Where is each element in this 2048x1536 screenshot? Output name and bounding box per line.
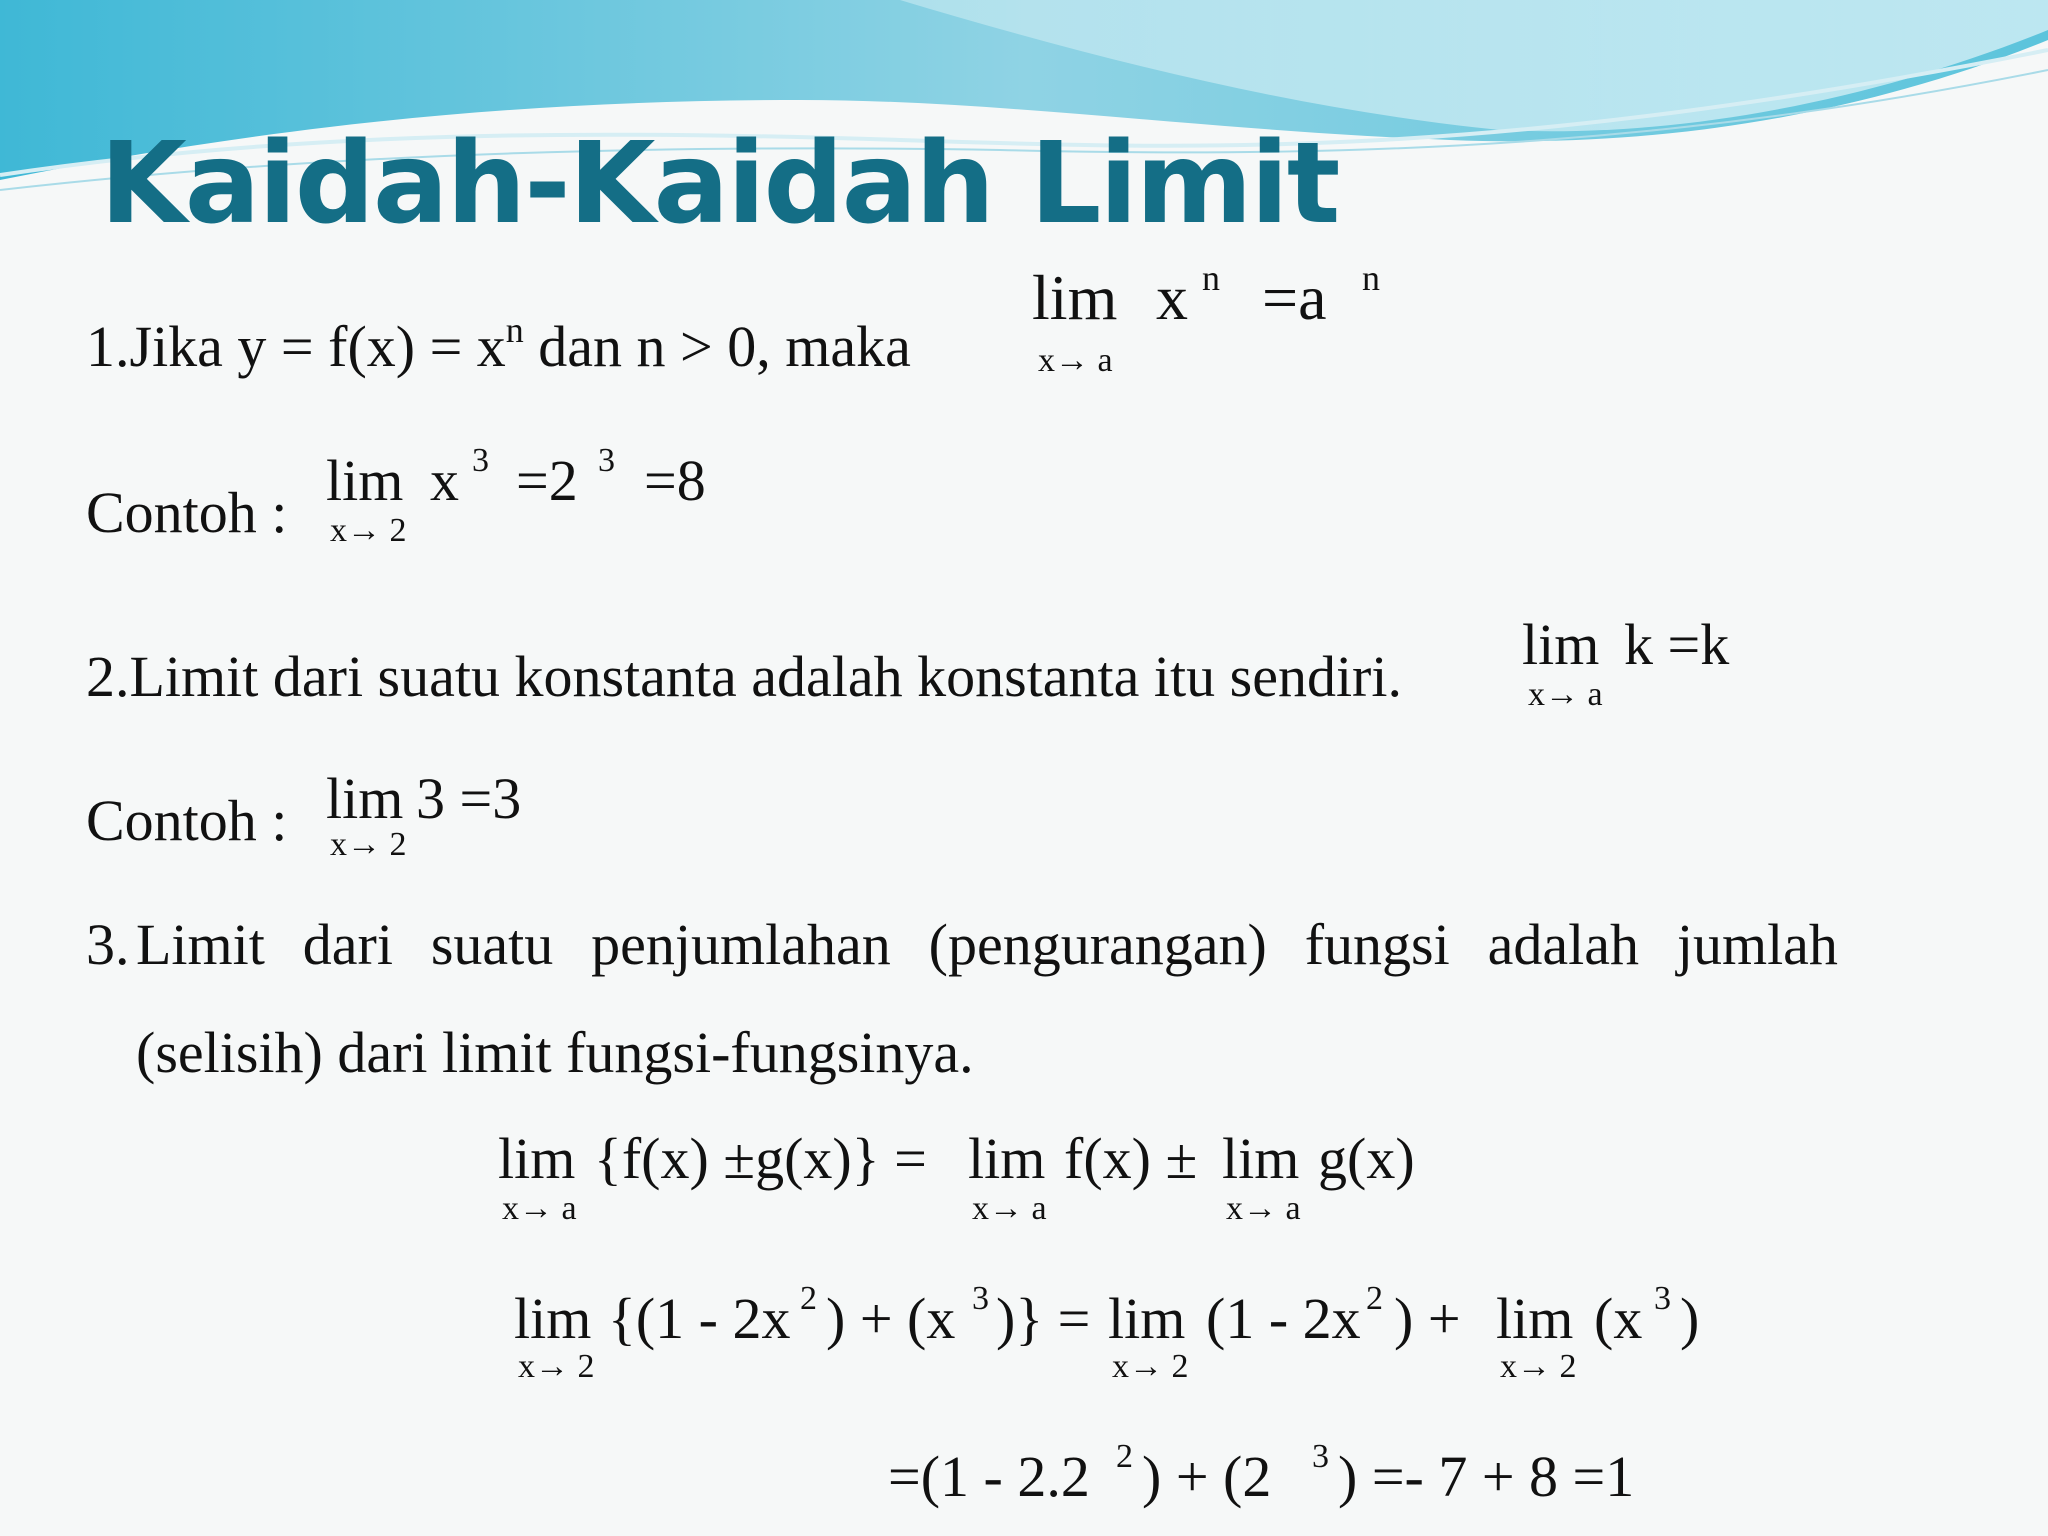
rule3-word: suatu: [430, 912, 554, 977]
rule1-formula-exp1: n: [1202, 258, 1220, 298]
rule3-ex-r1: =(1 - 2.2: [888, 1444, 1090, 1509]
rule1-example-lim: lim: [326, 448, 404, 513]
rule3-word: jumlah: [1676, 912, 1838, 977]
rule3-ex-r3: ) =- 7 + 8 =1: [1338, 1444, 1635, 1509]
rule3-word: Limit: [136, 912, 265, 977]
rule3-formula-lim1: lim: [498, 1126, 576, 1191]
rule1-example-exp2: 3: [598, 442, 615, 479]
rule2-example-expr: 3 =3: [416, 766, 522, 831]
rule1-text: [86, 310, 911, 379]
rule3-formula-sub3: x→ a: [1226, 1190, 1301, 1227]
rule2-text-line: [86, 644, 1402, 709]
rule3-ex-b1: (1 - 2x: [1206, 1286, 1361, 1351]
rule3-ex-c2: ): [1680, 1286, 1700, 1351]
rule2-text: Limit dari suatu konstanta adalah konstanta itu sendiri.: [129, 644, 1402, 709]
rule3-text-line2: (selisih) dari limit fungsi-fungsinya.: [136, 1020, 974, 1085]
rule3-formula-sub2: x→ a: [972, 1190, 1047, 1227]
rule3-ex-r2: ) + (2: [1142, 1444, 1272, 1509]
rule3-formula-expr3: g(x): [1318, 1126, 1415, 1191]
rule1-formula-exp2: n: [1362, 258, 1380, 298]
rule3-ex-b1e: 2: [1366, 1280, 1383, 1317]
rule1-formula-eq: =a: [1262, 262, 1327, 333]
rule1-formula-sub: x→ a: [1038, 342, 1113, 379]
rule1-text-b: dan n > 0, maka: [523, 314, 911, 379]
rule1-formula-expr: x: [1156, 262, 1188, 333]
rule1-example-exp1: 3: [472, 442, 489, 479]
rule3-word: fungsi: [1304, 912, 1450, 977]
rule3-ex-a2: ) + (x: [826, 1286, 956, 1351]
rule3-number: 3.: [86, 912, 130, 977]
rule3-word: (pengurangan): [928, 912, 1267, 977]
rule2-example-lim: lim: [326, 766, 404, 831]
rule3-ex-a3: )} =: [996, 1286, 1091, 1351]
rule1-formula-lim: lim: [1032, 262, 1118, 333]
rule2-example-label: Contoh :: [86, 788, 288, 853]
rule3-ex-lim2: lim: [1108, 1286, 1186, 1351]
rule3-ex-a1: {(1 - 2x: [608, 1286, 791, 1351]
rule3-ex-sub3: x→ 2: [1500, 1348, 1577, 1385]
rule1-number: 1.: [86, 314, 130, 379]
rule3-ex-a1e: 2: [800, 1280, 817, 1317]
rule3-formula-lim2: lim: [968, 1126, 1046, 1191]
rule3-ex-sub1: x→ 2: [518, 1348, 595, 1385]
rule3-ex-a2e: 3: [972, 1280, 989, 1317]
rule3-ex-c1e: 3: [1654, 1280, 1671, 1317]
rule1-example-result: =8: [644, 448, 706, 513]
rule2-number: 2.: [86, 644, 130, 709]
rule3-ex-b2: ) +: [1394, 1286, 1461, 1351]
rule3-formula-sub1: x→ a: [502, 1190, 577, 1227]
rule3-formula-expr2: f(x) ±: [1064, 1126, 1198, 1191]
rule1-text-exp: n: [505, 310, 524, 350]
rule1-example-label: Contoh :: [86, 480, 288, 545]
rule3-ex-c1: (x: [1594, 1286, 1643, 1351]
rule1-example-sub: x→ 2: [330, 512, 407, 549]
rule3-ex-lim3: lim: [1496, 1286, 1574, 1351]
rule3-word: penjumlahan: [591, 912, 891, 977]
rule3-word: dari: [302, 912, 393, 977]
rule1-example-eq: =2: [516, 448, 578, 513]
slide-title: Kaidah-Kaidah Limit: [100, 119, 1339, 249]
rule2-example-sub: x→ 2: [330, 826, 407, 863]
rule1-example-expr: x: [430, 448, 459, 513]
rule1-text-a: Jika y = f(x) = x: [129, 314, 506, 379]
rule3-ex-lim1: lim: [514, 1286, 592, 1351]
rule2-formula-lim: lim: [1522, 612, 1600, 677]
rule2-formula-expr: k =k: [1624, 612, 1730, 677]
rule3-formula-expr1: {f(x) ±g(x)} =: [594, 1126, 927, 1191]
rule3-ex-r1e: 2: [1116, 1438, 1133, 1475]
rule2-formula-sub: x→ a: [1528, 676, 1603, 713]
rule3-ex-r2e: 3: [1312, 1438, 1329, 1475]
rule3-formula-lim3: lim: [1222, 1126, 1300, 1191]
rule3-word: adalah: [1487, 912, 1639, 977]
rule3-ex-sub2: x→ 2: [1112, 1348, 1189, 1385]
rule3-text-line1: [136, 912, 1838, 977]
